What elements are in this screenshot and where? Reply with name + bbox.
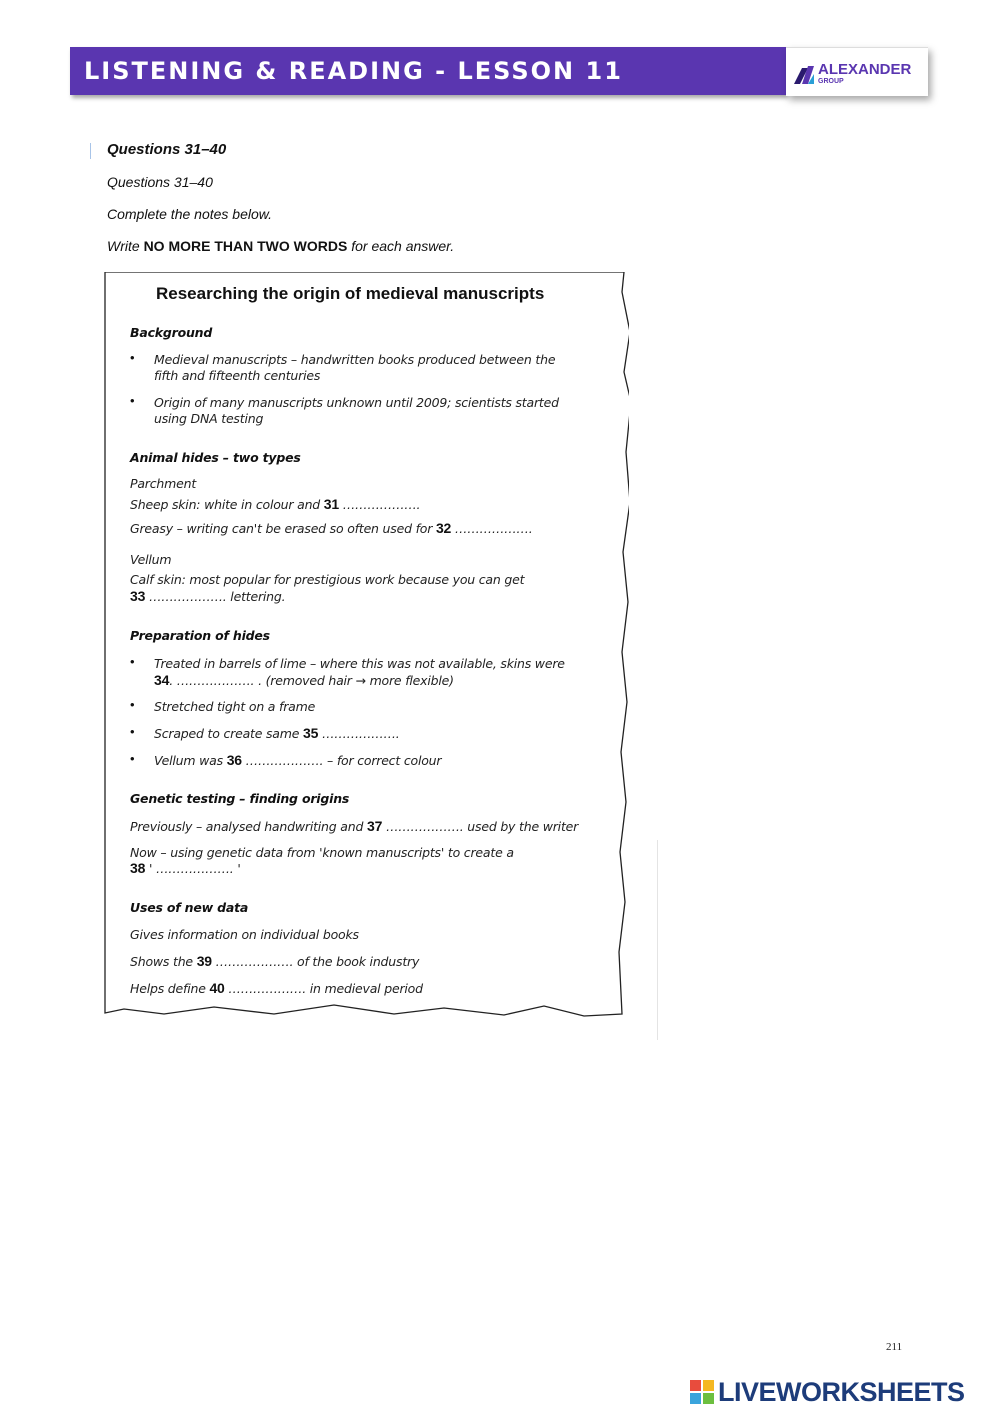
section-hides-heading: Animal hides – two types [130, 450, 301, 465]
questions-subheading: Questions 31–40 [107, 174, 213, 190]
answer-38-blank[interactable]: ' ………………. ' [145, 861, 241, 876]
instruction-complete: Complete the notes below. [107, 206, 272, 222]
question-40-number: 40 [209, 980, 225, 996]
answer-33-blank[interactable]: ………………. lettering. [145, 589, 286, 604]
bullet-icon: • [130, 393, 135, 408]
answer-32-blank[interactable]: ………………. [451, 521, 533, 536]
question-39-number: 39 [196, 953, 212, 969]
uses-line-3: Helps define 40 ………………. in medieval period [130, 980, 423, 996]
answer-40-blank[interactable]: ………………. in medieval period [224, 981, 423, 996]
question-34-number: 34 [154, 672, 170, 688]
question-32-number: 32 [435, 520, 452, 536]
bullet-icon: • [130, 724, 135, 739]
alexander-logo [786, 47, 928, 96]
section-preparation-heading: Preparation of hides [130, 628, 270, 643]
bullet-icon: • [130, 697, 135, 712]
notes-title: Researching the origin of medieval manuscripts [156, 284, 545, 303]
question-33-number: 33 [130, 588, 146, 604]
vellum-line-1: Calf skin: most popular for prestigious work because you can get [130, 572, 525, 587]
liveworksheets-logo-icon [690, 1380, 714, 1404]
text-cursor-marker [90, 143, 91, 159]
page-number: 211 [886, 1341, 903, 1353]
answer-37-blank[interactable]: ………………. used by the writer [382, 819, 579, 834]
preparation-bullet-3: Scraped to create same 35 ………………. [154, 725, 400, 741]
background-bullet-1-line-2: fifth and fifteenth centuries [154, 368, 321, 383]
logo-sub-text: GROUP [818, 78, 844, 85]
background-bullet-2-line-1: Origin of many manuscripts unknown until 2009; scientists started [154, 395, 559, 410]
parchment-line-1: Sheep skin: white in colour and 31 ………………. [130, 496, 421, 512]
background-bullet-1-line-1: Medieval manuscripts – handwritten books produced between the [154, 352, 556, 367]
section-uses-heading: Uses of new data [130, 900, 249, 915]
genetic-line-3 [130, 860, 241, 876]
section-background-heading: Background [130, 325, 213, 340]
questions-heading: Questions 31–40 [107, 141, 227, 158]
uses-line-1: Gives information on individual books [130, 927, 359, 942]
uses-line-2: Shows the 39 ………………. of the book industry [130, 953, 420, 969]
background-bullet-2-line-2: using DNA testing [154, 411, 264, 426]
question-38-number: 38 [130, 860, 146, 876]
vellum-label: Vellum [130, 552, 172, 567]
genetic-line-1: Previously – analysed handwriting and 37 ………………. used by the writer [130, 818, 579, 834]
logo-main-text: ALEXANDER [818, 61, 912, 78]
lesson-title: LISTENING & READING - LESSON 11 [84, 57, 623, 85]
question-31-number: 31 [323, 496, 339, 512]
preparation-bullet-2: Stretched tight on a frame [154, 699, 316, 714]
answer-36-blank[interactable]: ………………. – for correct colour [241, 753, 442, 768]
preparation-bullet-1-line-1: Treated in barrels of lime – where this was not available, skins were [154, 656, 565, 671]
scan-edge-line [657, 840, 658, 1040]
answer-34-blank[interactable]: . ………………. . (removed hair → more flexible) [169, 673, 454, 688]
notes-sheet [104, 272, 626, 1014]
lesson-header-bar [70, 47, 786, 95]
bullet-icon: • [130, 654, 135, 669]
vellum-line-2 [130, 588, 285, 604]
liveworksheets-brand [690, 1377, 990, 1407]
parchment-line-2: Greasy – writing can't be erased so often used for 32 ………………. [130, 520, 533, 536]
alexander-logo-icon [794, 64, 814, 84]
answer-31-blank[interactable]: ………………. [338, 497, 421, 512]
liveworksheets-wordmark: LIVEWORKSHEETS [718, 1377, 965, 1407]
preparation-bullet-4: Vellum was 36 ………………. – for correct colour [154, 752, 442, 768]
preparation-bullet-1-line-2 [154, 672, 454, 688]
bullet-icon: • [130, 350, 135, 365]
bullet-icon: • [130, 751, 135, 766]
instruction-word-limit: Write NO MORE THAN TWO WORDS for each answer. [107, 238, 455, 254]
question-35-number: 35 [303, 725, 319, 741]
genetic-line-2: Now – using genetic data from 'known manuscripts' to create a [130, 845, 514, 860]
question-37-number: 37 [366, 818, 383, 834]
parchment-label: Parchment [130, 476, 197, 491]
answer-39-blank[interactable]: ………………. of the book industry [211, 954, 420, 969]
answer-35-blank[interactable]: ………………. [318, 726, 400, 741]
question-36-number: 36 [226, 752, 242, 768]
section-genetic-heading: Genetic testing – finding origins [130, 791, 350, 806]
